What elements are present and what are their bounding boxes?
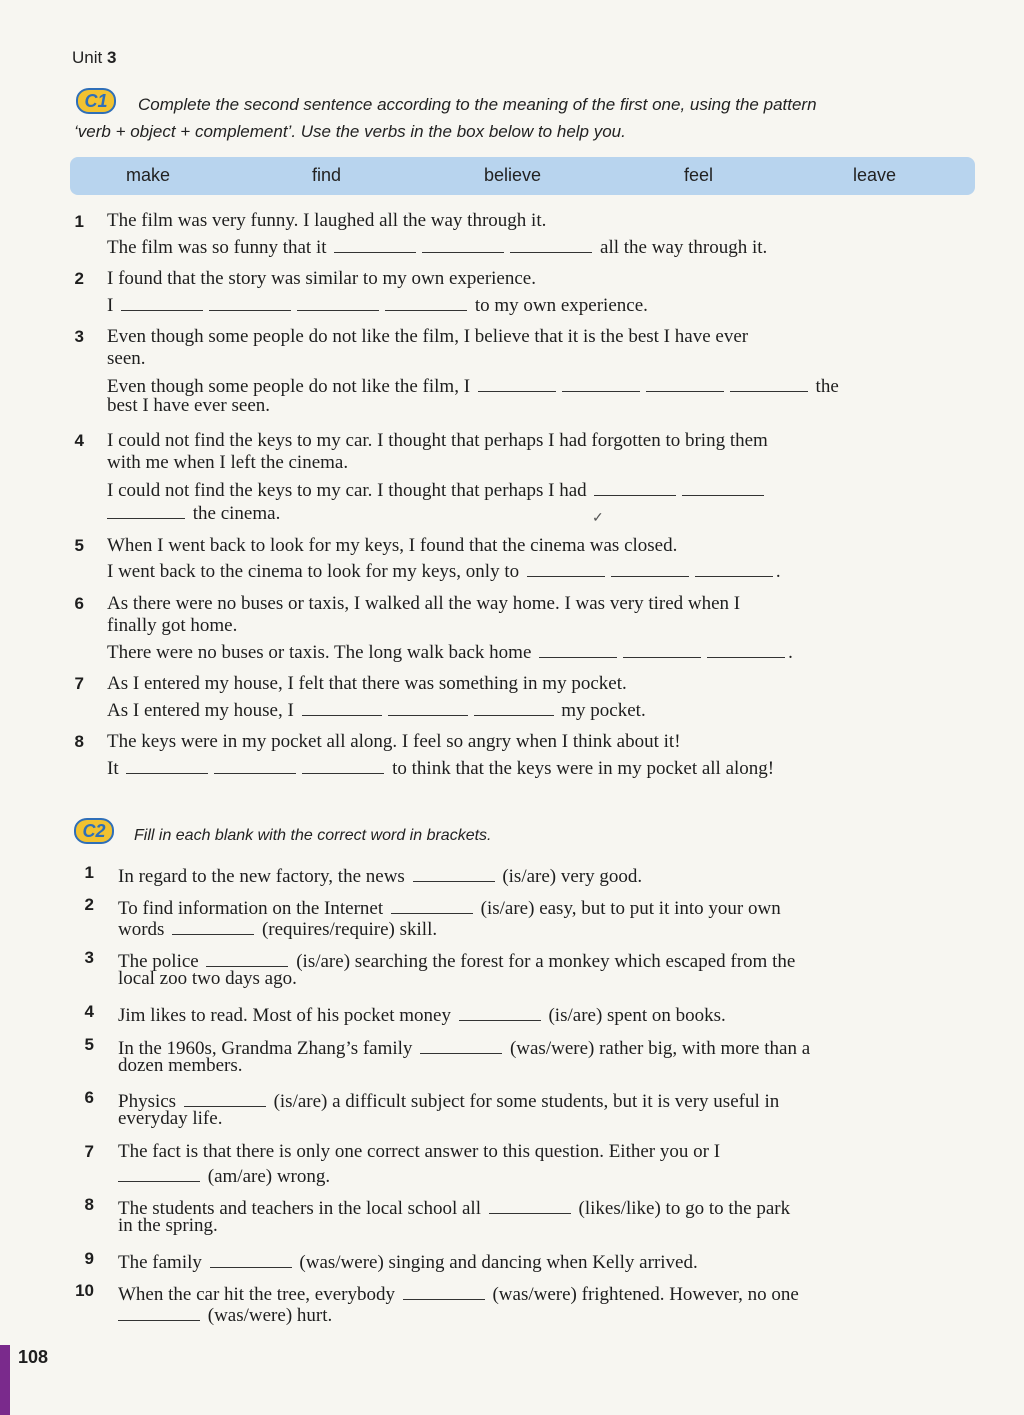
answer-blank[interactable] xyxy=(474,696,554,716)
answer-blank[interactable] xyxy=(594,476,676,496)
verb-box xyxy=(70,157,975,195)
verb-make: make xyxy=(126,165,171,185)
answer-blank[interactable] xyxy=(172,915,254,935)
c2-item10-line2: (was/were) hurt. xyxy=(118,1301,332,1327)
page-edge-bar xyxy=(0,1345,10,1415)
page-number: 108 xyxy=(18,1347,49,1367)
c2-item9: The family (was/were) singing and dancing when Kelly arrived. xyxy=(118,1248,698,1274)
answer-blank[interactable] xyxy=(121,291,203,311)
unit-number: 3 xyxy=(106,48,117,67)
c2-item-number: 5 xyxy=(84,1035,94,1054)
c1-instruction-line2: ‘verb + object + complement’. Use the verbs in the box below to help you. xyxy=(74,122,626,141)
c2-item6-line1: Physics (is/are) a difficult subject for some students, but it is very useful in xyxy=(118,1087,779,1113)
c1-item6-sentence-line2: finally got home. xyxy=(107,615,238,636)
c2-item2-line2: words (requires/require) skill. xyxy=(118,915,437,941)
answer-blank[interactable] xyxy=(489,1194,571,1214)
check-mark-icon: ✓ xyxy=(592,511,604,526)
c2-item-number: 7 xyxy=(84,1142,94,1161)
c2-badge: C2 xyxy=(74,818,114,844)
c1-item8-sentence: The keys were in my pocket all along. I feel so angry when I think about it! xyxy=(107,731,681,752)
answer-blank[interactable] xyxy=(695,557,773,577)
c1-item-number: 6 xyxy=(74,594,84,613)
c2-item6-line2: everyday life. xyxy=(118,1108,223,1129)
answer-blank[interactable] xyxy=(646,372,724,392)
c1-item4-rewrite-line2: the cinema. xyxy=(107,499,280,525)
c2-item-number: 2 xyxy=(84,895,94,914)
c2-item8-line1: The students and teachers in the local school all (likes/like) to go to the park xyxy=(118,1194,790,1220)
c1-item-number: 4 xyxy=(74,431,84,450)
answer-blank[interactable] xyxy=(297,291,379,311)
answer-blank[interactable] xyxy=(562,372,640,392)
verb-find: find xyxy=(312,165,342,185)
c1-item3-sentence-line2: seen. xyxy=(107,348,146,369)
c1-item8-rewrite: It to think that the keys were in my pocket all along! xyxy=(107,754,774,780)
answer-blank[interactable] xyxy=(334,233,416,253)
c2-instruction: Fill in each blank with the correct word in brackets. xyxy=(134,827,492,844)
answer-blank[interactable] xyxy=(527,557,605,577)
answer-blank[interactable] xyxy=(118,1301,200,1321)
c1-item6-sentence-line1: As there were no buses or taxis, I walked all the way home. I was very tired when I xyxy=(107,593,741,614)
answer-blank[interactable] xyxy=(210,1248,292,1268)
c1-badge: C1 xyxy=(76,88,116,114)
c1-item1-rewrite: The film was so funny that it all the way through it. xyxy=(107,233,767,259)
answer-blank[interactable] xyxy=(107,499,185,519)
c2-item3-line1: The police (is/are) searching the forest for a monkey which escaped from the xyxy=(118,947,795,973)
c2-item8-line2: in the spring. xyxy=(118,1215,218,1236)
answer-blank[interactable] xyxy=(385,291,467,311)
answer-blank[interactable] xyxy=(403,1280,485,1300)
c2-item4: Jim likes to read. Most of his pocket money (is/are) spent on books. xyxy=(118,1001,726,1027)
c1-item-number: 7 xyxy=(74,674,84,693)
answer-blank[interactable] xyxy=(459,1001,541,1021)
answer-blank[interactable] xyxy=(611,557,689,577)
c1-item3-sentence-line1: Even though some people do not like the film, I believe that it is the best I have ever xyxy=(107,326,749,347)
c2-item7-line2: (am/are) wrong. xyxy=(118,1162,330,1188)
c2-item-number: 1 xyxy=(84,863,94,882)
c2-item-number: 8 xyxy=(84,1195,94,1214)
c1-item4-sentence-line1: I could not find the keys to my car. I thought that perhaps I had forgotten to bring them xyxy=(107,430,768,451)
c2-item5-line1: In the 1960s, Grandma Zhang’s family (was/were) rather big, with more than a xyxy=(118,1034,810,1060)
c2-item2-line1: To find information on the Internet (is/are) easy, but to put it into your own xyxy=(118,894,781,920)
answer-blank[interactable] xyxy=(214,754,296,774)
answer-blank[interactable] xyxy=(478,372,556,392)
c1-item4-rewrite: I could not find the keys to my car. I thought that perhaps I had xyxy=(107,476,767,502)
c1-item6-rewrite: There were no buses or taxis. The long walk back home . xyxy=(107,638,793,664)
c1-instruction-line1: Complete the second sentence according to the meaning of the first one, using the pattern xyxy=(138,95,817,114)
c2-item-number: 4 xyxy=(84,1002,94,1021)
answer-blank[interactable] xyxy=(126,754,208,774)
unit-heading: Unit 3 xyxy=(72,48,117,67)
c1-item5-rewrite: I went back to the cinema to look for my keys, only to . xyxy=(107,557,781,583)
c2-item-number: 6 xyxy=(84,1088,94,1107)
c2-item-number: 10 xyxy=(75,1281,94,1300)
answer-blank[interactable] xyxy=(302,754,384,774)
c1-item5-sentence: When I went back to look for my keys, I found that the cinema was closed. xyxy=(107,535,678,556)
c1-item2-sentence: I found that the story was similar to my own experience. xyxy=(107,268,536,289)
answer-blank[interactable] xyxy=(388,696,468,716)
c2-item3-line2: local zoo two days ago. xyxy=(118,968,297,989)
answer-blank[interactable] xyxy=(730,372,808,392)
c2-item10-line1: When the car hit the tree, everybody (was/were) frightened. However, no one xyxy=(118,1280,799,1306)
answer-blank[interactable] xyxy=(422,233,504,253)
c2-item-number: 9 xyxy=(84,1249,94,1268)
verb-feel: feel xyxy=(684,165,714,185)
c1-item7-rewrite: As I entered my house, I my pocket. xyxy=(107,696,646,722)
c1-item1-sentence: The film was very funny. I laughed all the way through it. xyxy=(107,210,547,231)
answer-blank[interactable] xyxy=(413,862,495,882)
answer-blank[interactable] xyxy=(510,233,592,253)
c1-item3-rewrite: Even though some people do not like the film, I the xyxy=(107,372,839,398)
c2-item5-line2: dozen members. xyxy=(118,1055,243,1076)
answer-blank[interactable] xyxy=(206,947,288,967)
c1-item-number: 8 xyxy=(74,732,84,751)
c2-item7-line1: The fact is that there is only one correct answer to this question. Either you or I xyxy=(118,1141,721,1162)
answer-blank[interactable] xyxy=(707,638,785,658)
c1-item-number: 2 xyxy=(74,269,84,288)
answer-blank[interactable] xyxy=(682,476,764,496)
answer-blank[interactable] xyxy=(420,1034,502,1054)
c1-item3-rewrite-line2: best I have ever seen. xyxy=(107,395,271,416)
verb-leave: leave xyxy=(853,165,897,185)
c1-item2-rewrite: I to my own experience. xyxy=(107,291,648,317)
c1-item7-sentence: As I entered my house, I felt that there was something in my pocket. xyxy=(107,673,627,694)
answer-blank[interactable] xyxy=(391,894,473,914)
c2-item-number: 3 xyxy=(84,948,94,967)
answer-blank[interactable] xyxy=(209,291,291,311)
c1-item-number: 3 xyxy=(74,327,84,346)
answer-blank[interactable] xyxy=(539,638,617,658)
verb-believe: believe xyxy=(484,165,542,185)
answer-blank[interactable] xyxy=(184,1087,266,1107)
c1-item-number: 5 xyxy=(74,536,84,555)
answer-blank[interactable] xyxy=(623,638,701,658)
c2-item1: In regard to the new factory, the news (is/are) very good. xyxy=(118,862,642,888)
c1-item4-sentence-line2: with me when I left the cinema. xyxy=(107,452,349,473)
c1-item-number: 1 xyxy=(74,212,84,231)
answer-blank[interactable] xyxy=(118,1162,200,1182)
answer-blank[interactable] xyxy=(302,696,382,716)
